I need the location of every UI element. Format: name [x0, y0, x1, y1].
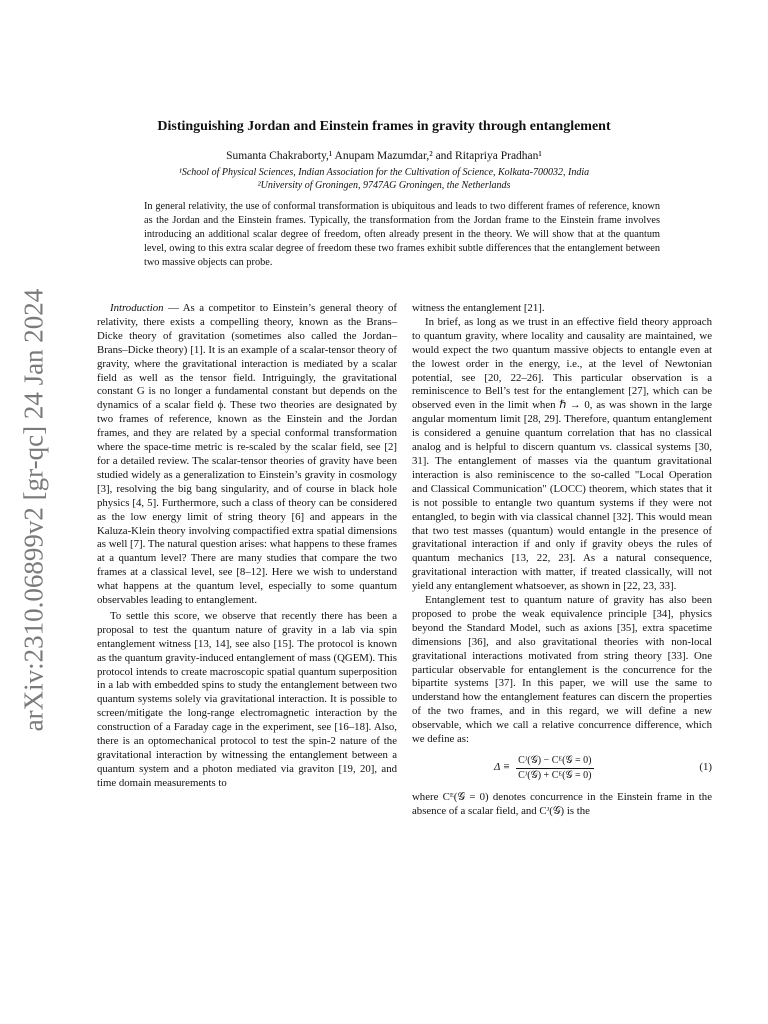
paragraph-entanglement-test: Entanglement test to quantum nature of gravity has also been proposed to probe the weak equivalence principle [34], physics beyond the Standard Model, such as axions [35], extra spacetime dimensions [36], and also gravitational theories with non-local gravitational interactions motivated from string theory [33]. One particular observable for entanglement is the concurrence for the bipartite systems [37]. In this paper, we will use the same to understand how the entanglement features can discern the properties of the two frames, and in this regard, we will define a new observable, which we call a relative concurrence difference, which we define as: [412, 594, 712, 746]
paper-title: Distinguishing Jordan and Einstein frames in gravity through entanglement [157, 119, 611, 134]
intro-label: Introduction [110, 302, 164, 314]
intro-paragraph [97, 302, 397, 608]
affiliation-1: ¹School of Physical Sciences, Indian Association for the Cultivation of Science, Kolkata-700032, India [178, 167, 590, 178]
paragraph-eft: In brief, as long as we trust in an effective field theory approach to quantum gravity, where locality and causality are maintained, we would expect the two quantum massive objects to entangle even at the lowest order in the energy, i.e., at the level of Newtonian potential, see [20, 22–26]. This particular observation is a reminiscence to Bell’s test for the entanglement [27], which can be observed even in the limit when ℏ → 0, as was shown in the large angular momentum limit [28, 29]. Therefore, quantum entanglement is considered a genuine quantum correlation that has no classical analog and is helpful to discern quantum vs. classical systems [30, 31]. The entanglement of masses via the quantum gravitational interaction is also reminiscence to the so-called "Local Operation and Classical Communication" (LOCC) theorem, which states that it is not possible to entangle two quantum systems if they were not entangled, to begin with via classical channel [32]. This would mean that two test masses (quantum) would entangle in the presence of gravitational interaction if and only if gravity obeys the rules of quantum mechanics [13, 22, 23]. As a natural consequence, gravitational interaction with matter, if treated classically, will not yield any entanglement whatsoever, as shown in [22, 23, 33]. [412, 315, 712, 593]
right-column [412, 302, 712, 819]
arxiv-identifier: arXiv:2310.06899v2 [gr-qc] 24 Jan 2024 [18, 288, 49, 732]
paragraph-continuation: witness the entanglement [21]. [412, 302, 545, 314]
equation-1 [412, 753, 712, 783]
paragraph-where: where Cᴱ(𝒢 = 0) denotes concurrence in the Einstein frame in the absence of a scalar field, and Cᴶ(𝒢) is the [412, 791, 712, 817]
equation-number: (1) [699, 761, 712, 774]
equation-numerator: Cᴶ(𝒢) − Cᴱ(𝒢 = 0) [516, 754, 593, 769]
equation-denominator: Cᴶ(𝒢) + Cᴱ(𝒢 = 0) [518, 769, 592, 781]
intro-text: — As a competitor to Einstein’s general theory of relativity, there exists a compelling theory, known as the Brans–Dicke theory of gravitation (sometimes also called the Jordan–Brans–Dicke theory) [1]. It is an example of a scalar-tensor theory of gravity, where the gravitational interaction is mediated by a scalar field as well as the tensor field. Intriguingly, the gravitational constant G is no longer a fundamental constant but depends on the dynamics of a scalar field ϕ. These two theories are designated by two frames of reference, known as the Einstein and the Jordan frames, and they are related by a special conformal transformation where the space-time metric is re-scaled by the scalar field, see [2] for a detailed review. The scalar-tensor theories of gravity have been studied widely as a generalization to Einstein’s gravity in cosmology [3], resolving the big bang singularity, and of course in black hole physics [4, 5]. Furthermore, such a class of theory can be considered as the low energy limit of string theory [6] and appears in the Kaluza-Klein theory involving compactified extra spatial dimensions as well [7]. The natural question arises: what happens to these frames at a quantum level? There are many studies that compare the two frames at a classical level, see [8–12]. Here we wish to understand what happens at the quantum level, especially to some quantum observables leading to entanglement. [97, 302, 397, 607]
affiliation-2: ²University of Groningen, 9747AG Groningen, the Netherlands [257, 180, 511, 191]
paragraph-qgem: To settle this score, we observe that recently there has been a proposal to test the quantum nature of gravity in a lab via spin entanglement witness [13, 14], see also [15]. The protocol is known as the quantum gravity-induced entanglement of mass (QGEM). This protocol intends to create macroscopic spatial quantum superposition in a lab with embedded spins to study the entanglement between two quantum systems solely via gravitational interaction. It is possible to screen/mitigate the long-range electromagnetic interaction by the construction of a Faraday cage in the experiment, see [16–18]. Also, there is an optomechanical protocol to test the spin-2 nature of the gravitational interaction by witnessing the entanglement between a quantum system and a photon mediated via graviton [19, 20], and time domain measurements to [97, 609, 397, 789]
author-list: Sumanta Chakraborty,¹ Anupam Mazumdar,² and Ritapriya Pradhan¹ [226, 150, 542, 162]
equation-fraction [516, 754, 593, 783]
left-column [97, 302, 397, 791]
abstract: In general relativity, the use of conformal transformation is ubiquitous and leads to two different frames of reference, known as the Jordan and the Einstein frames. Typically, the transformation from the Jordan frame to the Einstein frame involves introducing an additional scalar degree of freedom, often already present in the theory. We will show that at the quantum level, owing to this extra scalar degree of freedom these two frames exhibit subtle differences that the entanglement between two massive objects can probe. [144, 201, 660, 268]
arxiv-side-stamp [14, 288, 54, 732]
equation-lhs: Δ ≡ [494, 761, 511, 774]
